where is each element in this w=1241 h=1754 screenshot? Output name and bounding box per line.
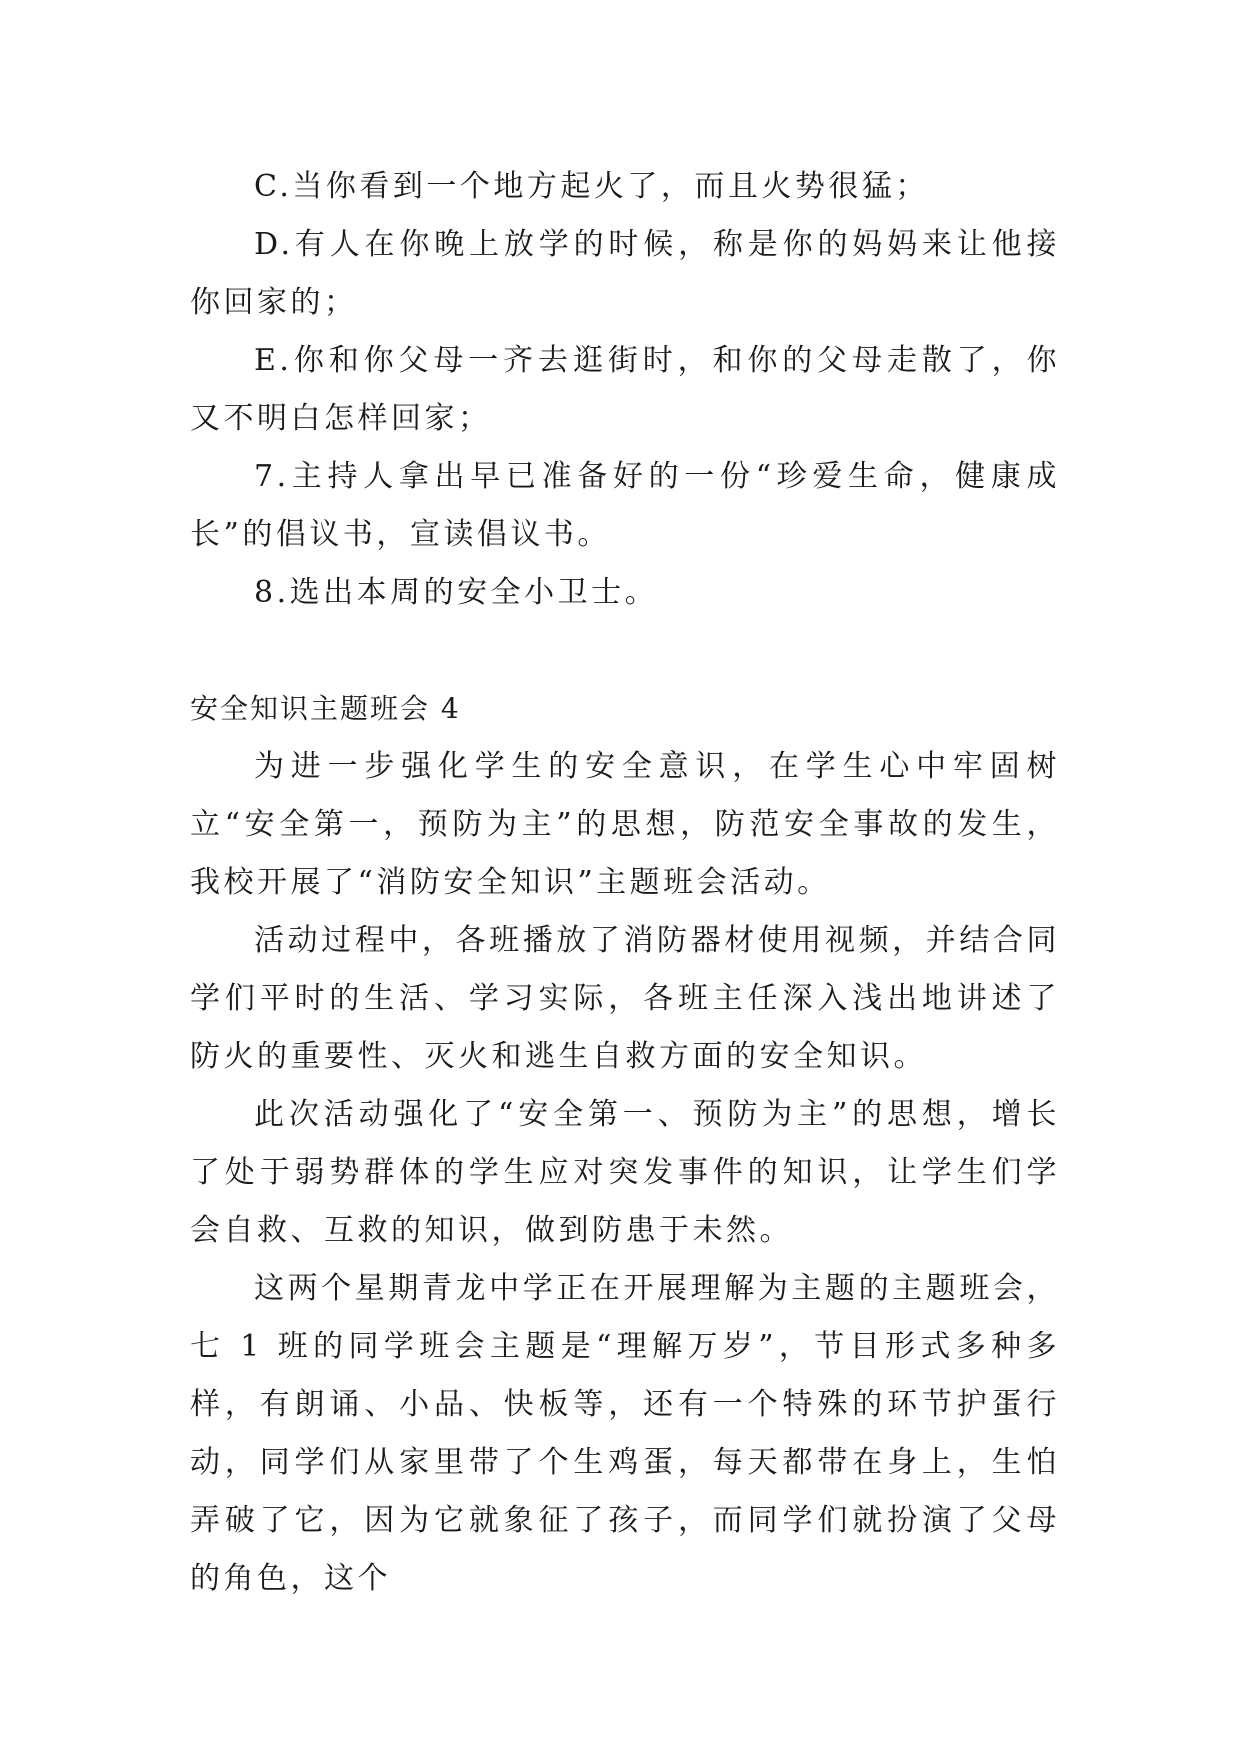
document-page xyxy=(190,158,1060,1608)
list-item-c: C.当你看到一个地方起火了，而且火势很猛； xyxy=(254,169,929,204)
body-paragraph: 活动过程中，各班播放了消防器材使用视频，并结合同学们平时的生活、学习实际，各班主任深入浅出地讲述了防火的重要性、灭火和逃生自救方面的安全知识。 xyxy=(190,923,1060,1074)
list-item-e: E.你和你父母一齐去逛街时，和你的父母走散了，你又不明白怎样回家； xyxy=(190,343,1060,436)
list-item-d: D.有人在你晚上放学的时候，称是你的妈妈来让他接你回家的； xyxy=(190,227,1060,320)
step-7-paragraph: 7.主持人拿出早已准备好的一份“珍爱生命，健康成长”的倡议书，宣读倡议书。 xyxy=(190,459,1060,552)
section-title: 安全知识主题班会 4 xyxy=(190,692,461,725)
body-paragraph: 此次活动强化了“安全第一、预防为主”的思想，增长了处于弱势群体的学生应对突发事件的知识，让学生们学会自救、互救的知识，做到防患于未然。 xyxy=(190,1097,1060,1248)
section-spacer xyxy=(190,622,1060,680)
body-paragraph: 为进一步强化学生的安全意识，在学生心中牢固树立“安全第一，预防为主”的思想，防范安全事故的发生，我校开展了“消防安全知识”主题班会活动。 xyxy=(190,749,1060,900)
step-8-paragraph: 8.选出本周的安全小卫士。 xyxy=(254,575,659,610)
body-paragraph: 这两个星期青龙中学正在开展理解为主题的主题班会，七 1 班的同学班会主题是“理解万岁”，节目形式多种多样，有朗诵、小品、快板等，还有一个特殊的环节护蛋行动，同学们从家里带了个生鸡蛋，每天都带在身上，生怕弄破了它，因为它就象征了孩子，而同学们就扮演了父母的角色，这个 xyxy=(190,1271,1060,1596)
